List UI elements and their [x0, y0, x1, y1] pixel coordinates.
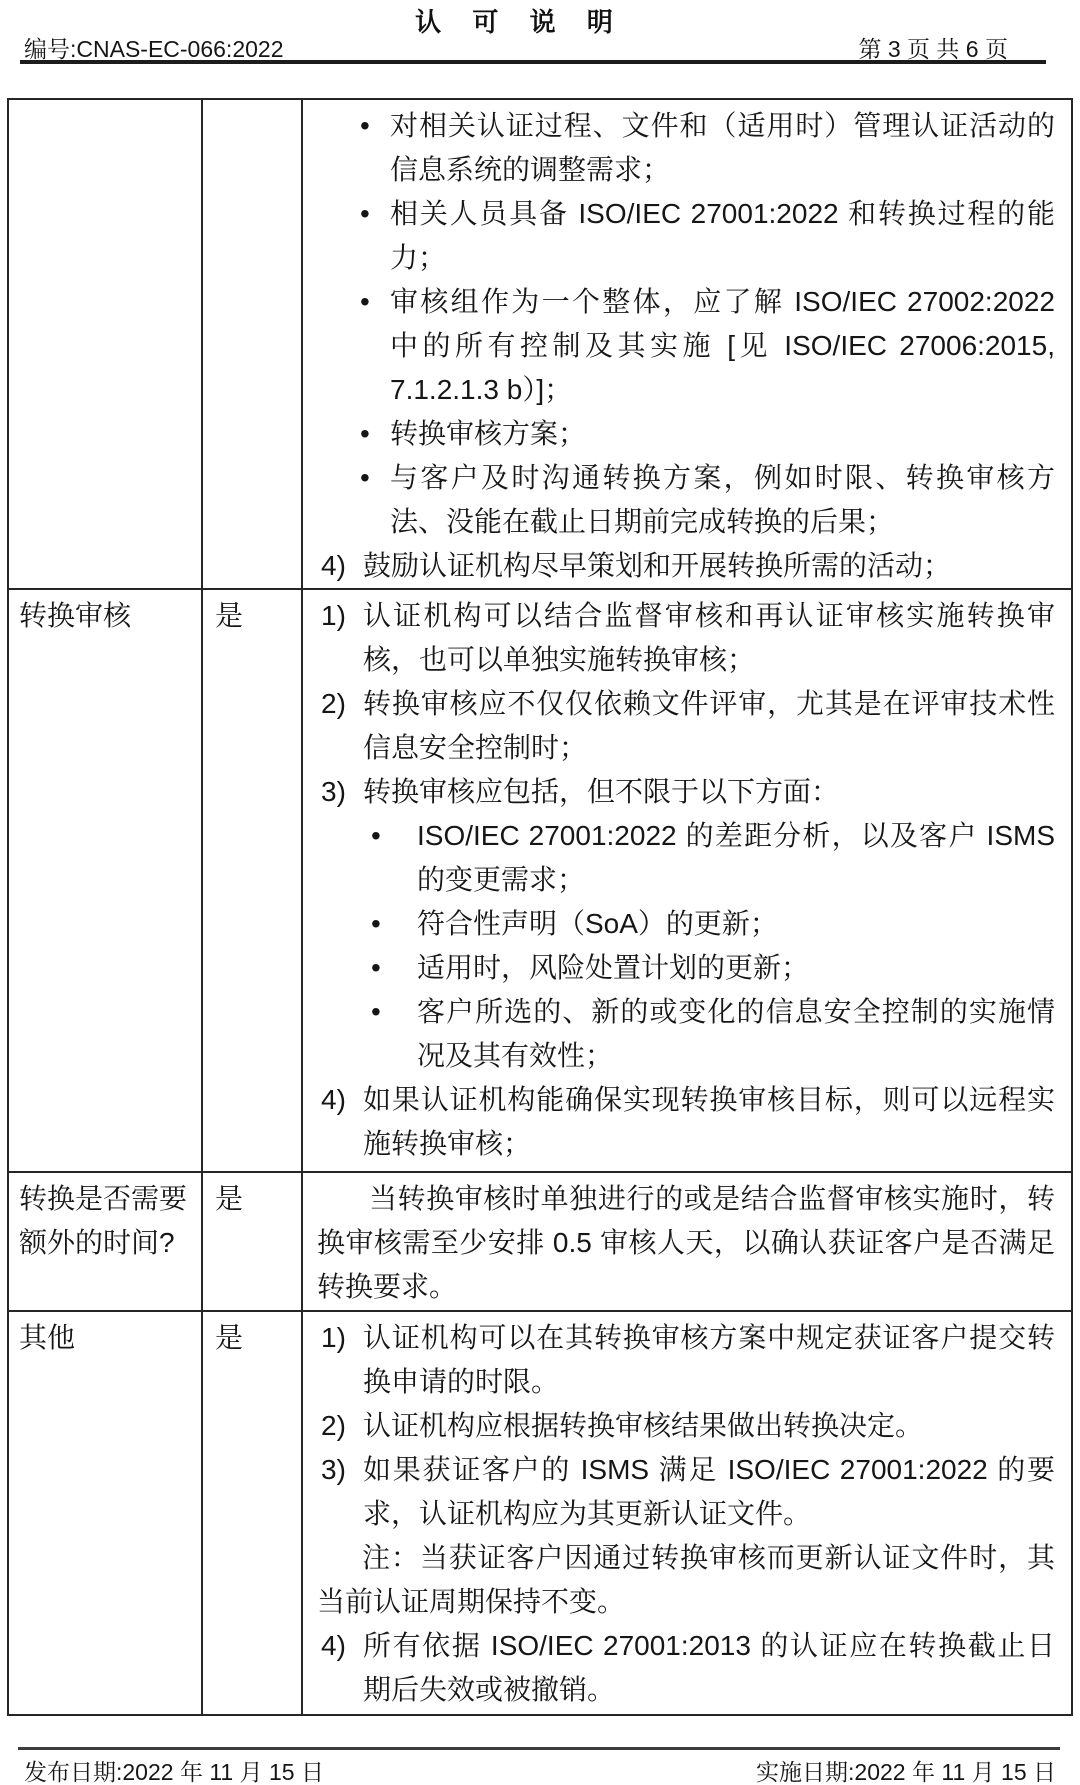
footer-divider — [18, 1747, 1060, 1750]
table-row — [8, 99, 1072, 589]
item-text: 如果认证机构能确保实现转换审核目标，则可以远程实施转换审核； — [363, 1084, 1055, 1159]
item-text: 客户所选的、新的或变化的信息安全控制的实施情况及其有效性； — [417, 996, 1055, 1071]
bullet-icon: • — [371, 996, 381, 1027]
item-text: 转换审核应包括，但不限于以下方面： — [363, 776, 840, 807]
table-row — [8, 1172, 1072, 1311]
item-text: 认证机构应根据转换审核结果做出转换决定。 — [363, 1410, 924, 1441]
item-text: 转换审核应不仅仅依赖文件评审，尤其是在评审技术性信息安全控制时； — [363, 688, 1055, 763]
item-number: 4) — [321, 1630, 346, 1661]
item-number: 1) — [321, 600, 346, 631]
bullet-icon: • — [371, 820, 381, 851]
item-number: 4) — [321, 1084, 346, 1115]
row-answer — [202, 99, 302, 589]
numbered-item — [317, 770, 1055, 814]
requirements-table — [7, 98, 1073, 1716]
row-topic-label: 转换是否需要额外的时间? — [8, 1172, 202, 1311]
bullet-icon: • — [360, 418, 370, 449]
issue-date: 发布日期:2022 年 11 月 15 日 — [24, 1759, 324, 1785]
document-number: 编号:CNAS-EC-066:2022 — [24, 36, 284, 62]
sub-bullet-item — [317, 814, 1055, 902]
page-number: 第 3 页 共 6 页 — [858, 36, 1008, 62]
bullet-icon: • — [360, 198, 370, 229]
numbered-item — [317, 1316, 1055, 1404]
item-number: 2) — [321, 1410, 346, 1441]
row-topic-label — [8, 99, 202, 589]
sub-bullet-item — [317, 990, 1055, 1078]
row-answer: 是 — [202, 1172, 302, 1311]
bullet-item — [317, 280, 1055, 412]
item-text: 如果获证客户的 ISMS 满足 ISO/IEC 27001:2022 的要求，认证机构应为其更新认证文件。 — [363, 1454, 1055, 1529]
row-content — [302, 589, 1072, 1172]
row-answer: 是 — [202, 589, 302, 1172]
table-row — [8, 589, 1072, 1172]
item-text: 适用时，风险处置计划的更新； — [417, 952, 810, 983]
document-header — [24, 31, 1080, 61]
item-number: 4) — [321, 550, 346, 581]
note-paragraph — [317, 1536, 1055, 1624]
page-title: 认 可 说 明 — [415, 7, 625, 37]
table-row — [8, 1311, 1072, 1715]
item-number: 3) — [321, 1454, 346, 1485]
bullet-icon: • — [371, 908, 381, 939]
bullet-icon: • — [360, 110, 370, 141]
bullet-icon: • — [371, 952, 381, 983]
item-text: ISO/IEC 27001:2022 的差距分析，以及客户 ISMS 的变更需求； — [417, 820, 1055, 895]
spec-table-body — [8, 99, 1072, 1715]
item-text: 对相关认证过程、文件和（适用时）管理认证活动的信息系统的调整需求； — [390, 110, 1055, 185]
numbered-item — [317, 1448, 1055, 1536]
implementation-date: 实施日期:2022 年 11 月 15 日 — [756, 1759, 1056, 1785]
bullet-item — [317, 104, 1055, 192]
item-text: 转换审核方案； — [390, 418, 587, 449]
row-content — [302, 1172, 1072, 1311]
sub-bullet-item — [317, 946, 1055, 990]
numbered-item — [317, 682, 1055, 770]
row-topic-label: 其他 — [8, 1311, 202, 1715]
item-number: 1) — [321, 1322, 346, 1353]
item-text: 认证机构可以结合监督审核和再认证审核实施转换审核，也可以单独实施转换审核； — [363, 600, 1055, 675]
numbered-item — [317, 544, 1055, 588]
paragraph — [317, 1177, 1055, 1309]
item-text: 相关人员具备 ISO/IEC 27001:2022 和转换过程的能力； — [390, 198, 1055, 273]
row-answer: 是 — [202, 1311, 302, 1715]
numbered-item — [317, 1404, 1055, 1448]
item-text: 与客户及时沟通转换方案，例如时限、转换审核方法、没能在截止日期前完成转换的后果； — [390, 462, 1055, 537]
document-footer — [24, 1754, 1056, 1785]
sub-bullet-item — [317, 902, 1055, 946]
row-topic-label: 转换审核 — [8, 589, 202, 1172]
item-text: 鼓励认证机构尽早策划和开展转换所需的活动； — [363, 550, 952, 581]
item-text: 注：当获证客户因通过转换审核而更新认证文件时，其当前认证周期保持不变。 — [317, 1542, 1055, 1617]
item-number: 2) — [321, 688, 346, 719]
item-number: 3) — [321, 776, 346, 807]
row-content — [302, 99, 1072, 589]
header-divider — [20, 60, 1046, 64]
numbered-item — [317, 1624, 1055, 1712]
bullet-icon: • — [360, 462, 370, 493]
bullet-icon: • — [360, 286, 370, 317]
bullet-item — [317, 192, 1055, 280]
numbered-item — [317, 594, 1055, 682]
item-text: 当转换审核时单独进行的或是结合监督审核实施时，转换审核需至少安排 0.5 审核人天，以确认获证客户是否满足转换要求。 — [317, 1183, 1055, 1302]
item-text: 符合性声明（SoA）的更新； — [417, 908, 778, 939]
item-text: 认证机构可以在其转换审核方案中规定获证客户提交转换申请的时限。 — [363, 1322, 1055, 1397]
bullet-item — [317, 412, 1055, 456]
item-text: 审核组作为一个整体，应了解 ISO/IEC 27002:2022 中的所有控制及其实施 [见 ISO/IEC 27006:2015, 7.1.2.1.3 b）]； — [390, 286, 1055, 405]
item-text: 所有依据 ISO/IEC 27001:2013 的认证应在转换截止日期后失效或被撤销。 — [363, 1630, 1055, 1705]
numbered-item — [317, 1078, 1055, 1166]
row-content — [302, 1311, 1072, 1715]
bullet-item — [317, 456, 1055, 544]
